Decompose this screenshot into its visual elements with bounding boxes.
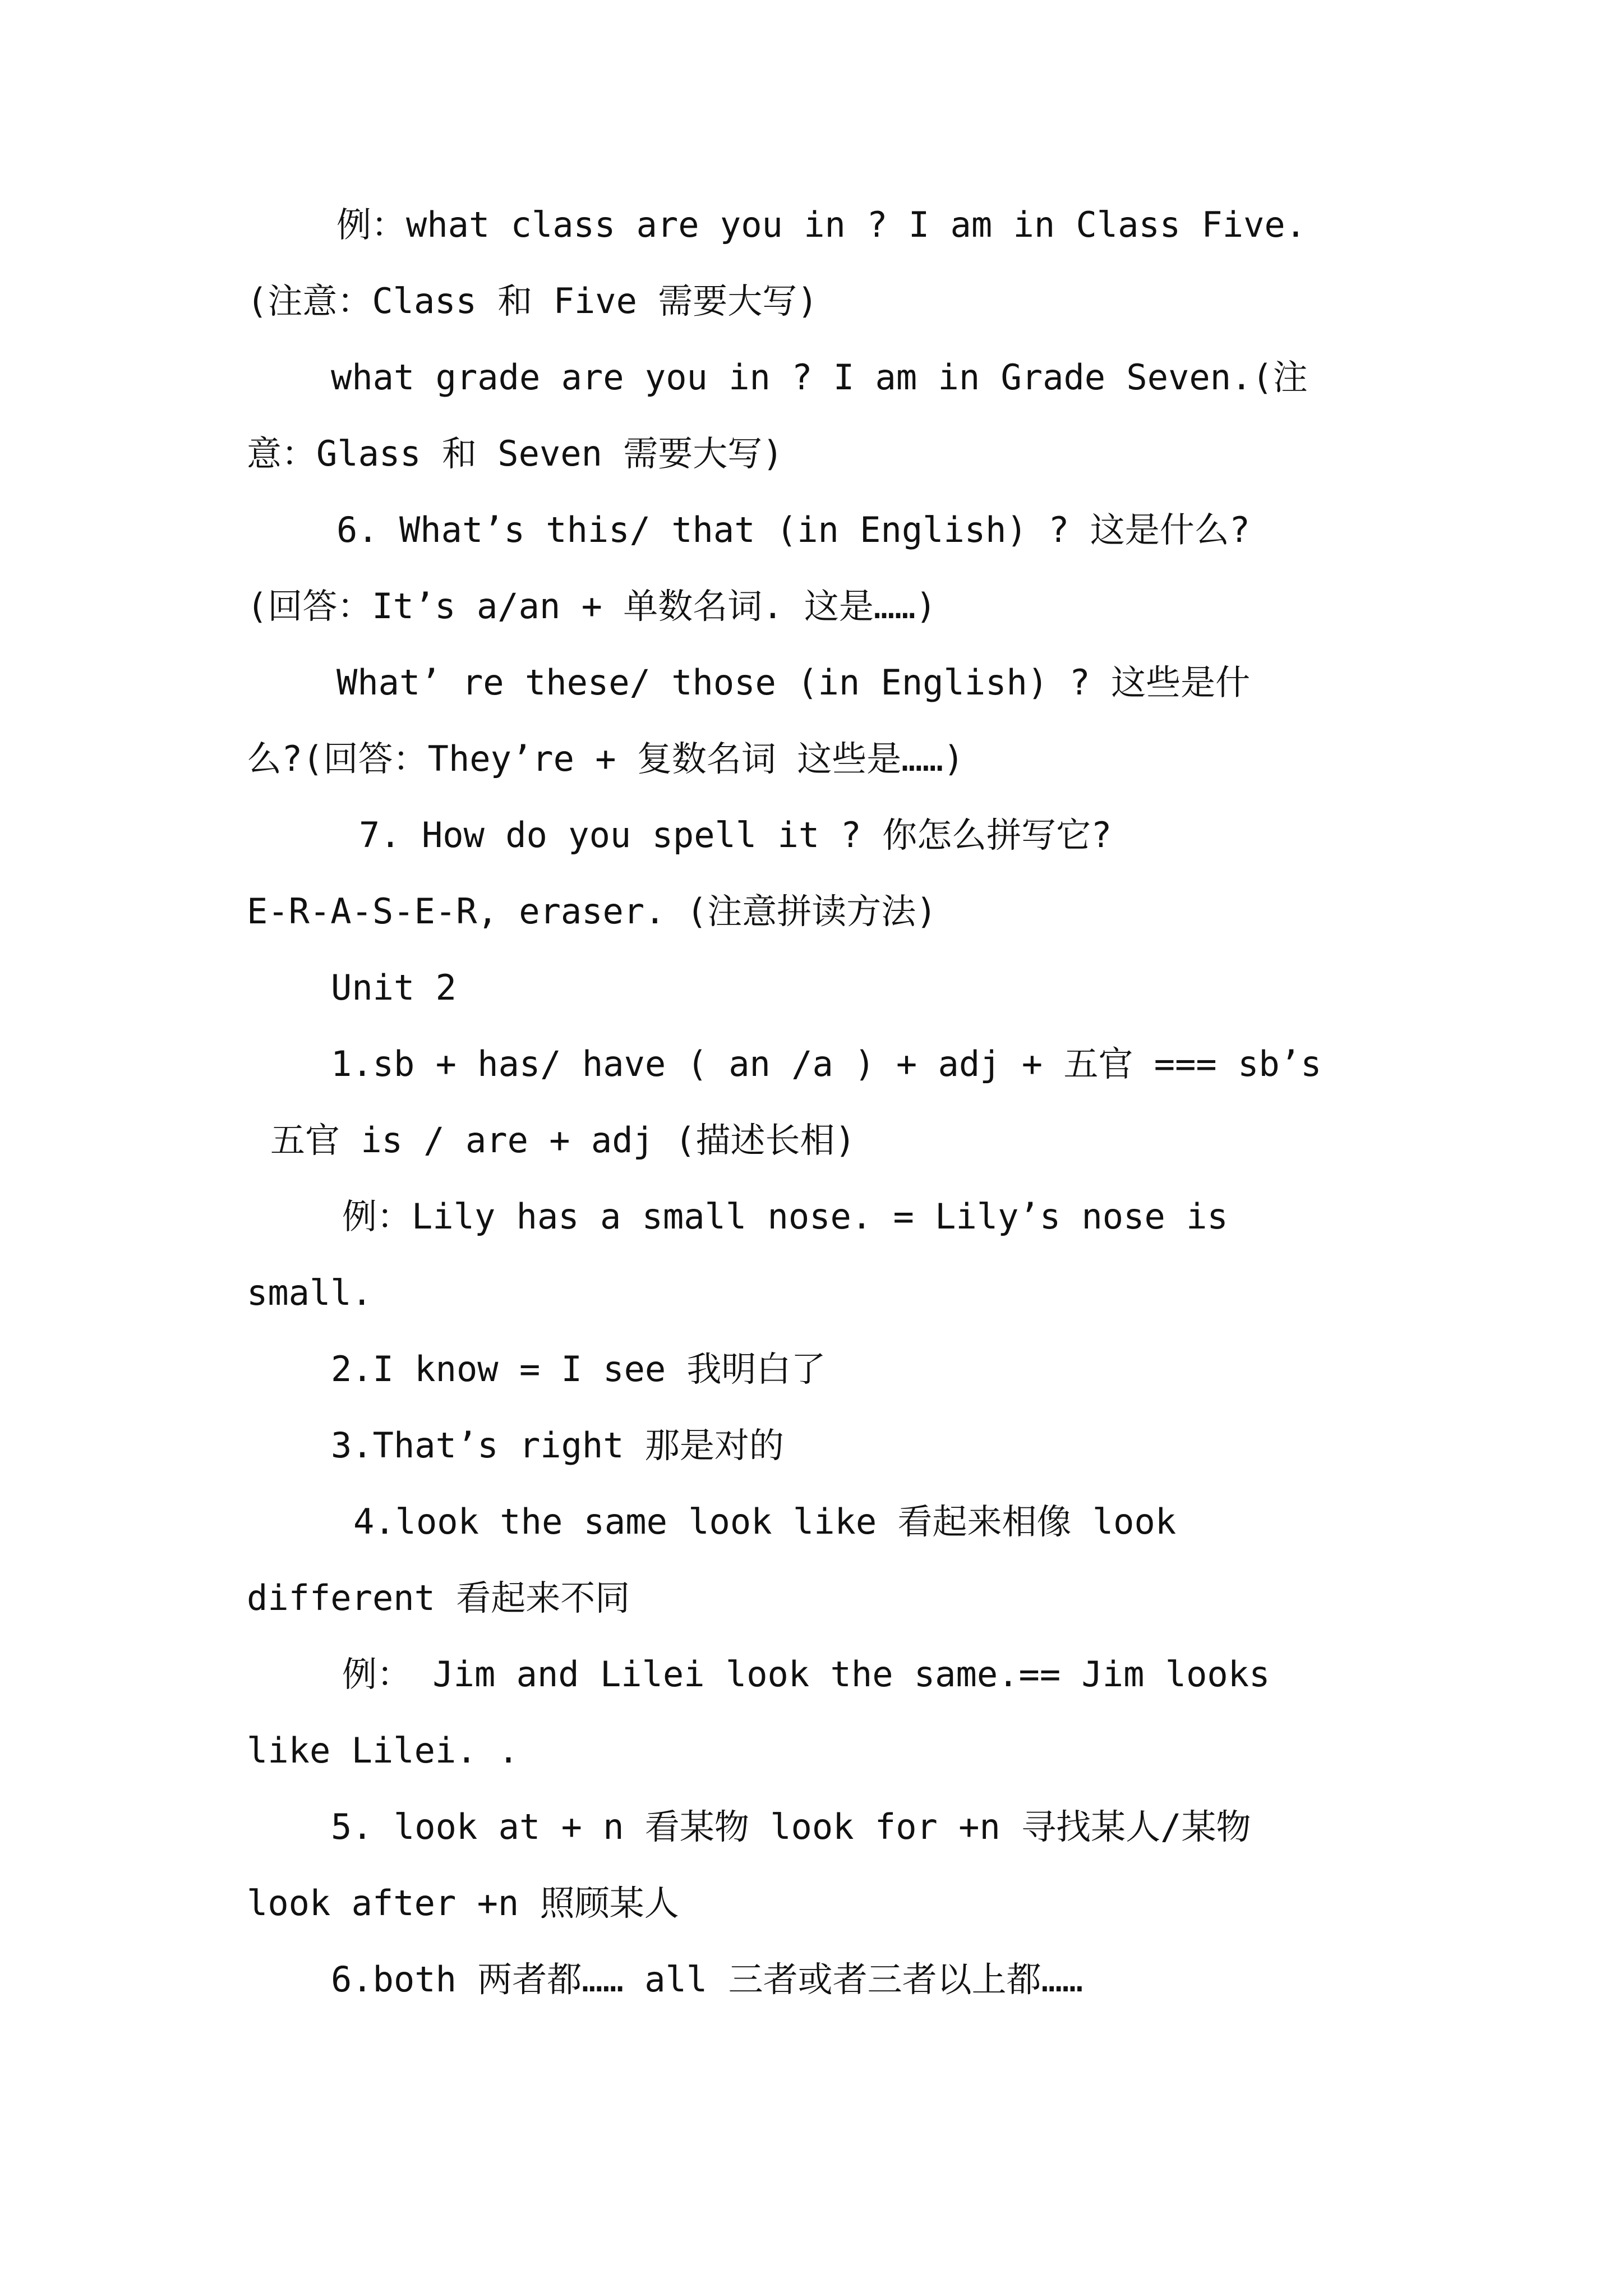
text-line: 么?(回答：They’re + 复数名词 这些是……) bbox=[247, 738, 965, 779]
text-line: 五官 is / are + adj (描述长相) bbox=[270, 1120, 856, 1161]
text-line: what grade are you in ? I am in Grade Seven.(注 bbox=[331, 357, 1308, 398]
text-line: 1.sb + has/ have ( an /a ) + adj + 五官 === sb’s bbox=[331, 1043, 1322, 1084]
text-line: What’ re these/ those (in English) ? 这些是什 bbox=[336, 662, 1251, 703]
section-heading: Unit 2 bbox=[331, 967, 457, 1008]
text-line: look after +n 照顾某人 bbox=[247, 1883, 679, 1924]
text-line: 例： Jim and Lilei look the same.== Jim looks bbox=[342, 1654, 1270, 1695]
text-line: 2.I know = I see 我明白了 bbox=[331, 1349, 826, 1389]
text-line: 例：Lily has a small nose. = Lily’s nose is bbox=[342, 1196, 1228, 1237]
text-line: 6. What’s this/ that (in English) ? 这是什么? bbox=[336, 509, 1251, 550]
text-line: 6.both 两者都…… all 三者或者三者以上都…… bbox=[331, 1959, 1083, 2000]
text-line: 7. How do you spell it ? 你怎么拼写它? bbox=[359, 815, 1112, 855]
text-line: (回答：It’s a/an + 单数名词. 这是……) bbox=[247, 586, 937, 627]
text-line: 4.look the same look like 看起来相像 look bbox=[353, 1501, 1177, 1542]
text-line: (注意：Class 和 Five 需要大写) bbox=[247, 280, 818, 321]
text-line: like Lilei. . bbox=[247, 1730, 519, 1771]
text-line: small. bbox=[247, 1272, 372, 1313]
text-line: 5. look at + n 看某物 look for +n 寻找某人/某物 bbox=[331, 1806, 1251, 1847]
text-line: E-R-A-S-E-R, eraser. (注意拼读方法) bbox=[247, 891, 937, 932]
text-line: 例：what class are you in ? I am in Class Five. bbox=[336, 204, 1307, 245]
text-line: 意：Glass 和 Seven 需要大写) bbox=[247, 433, 783, 474]
text-line: 3.That’s right 那是对的 bbox=[331, 1425, 784, 1466]
text-line: different 看起来不同 bbox=[247, 1577, 630, 1618]
